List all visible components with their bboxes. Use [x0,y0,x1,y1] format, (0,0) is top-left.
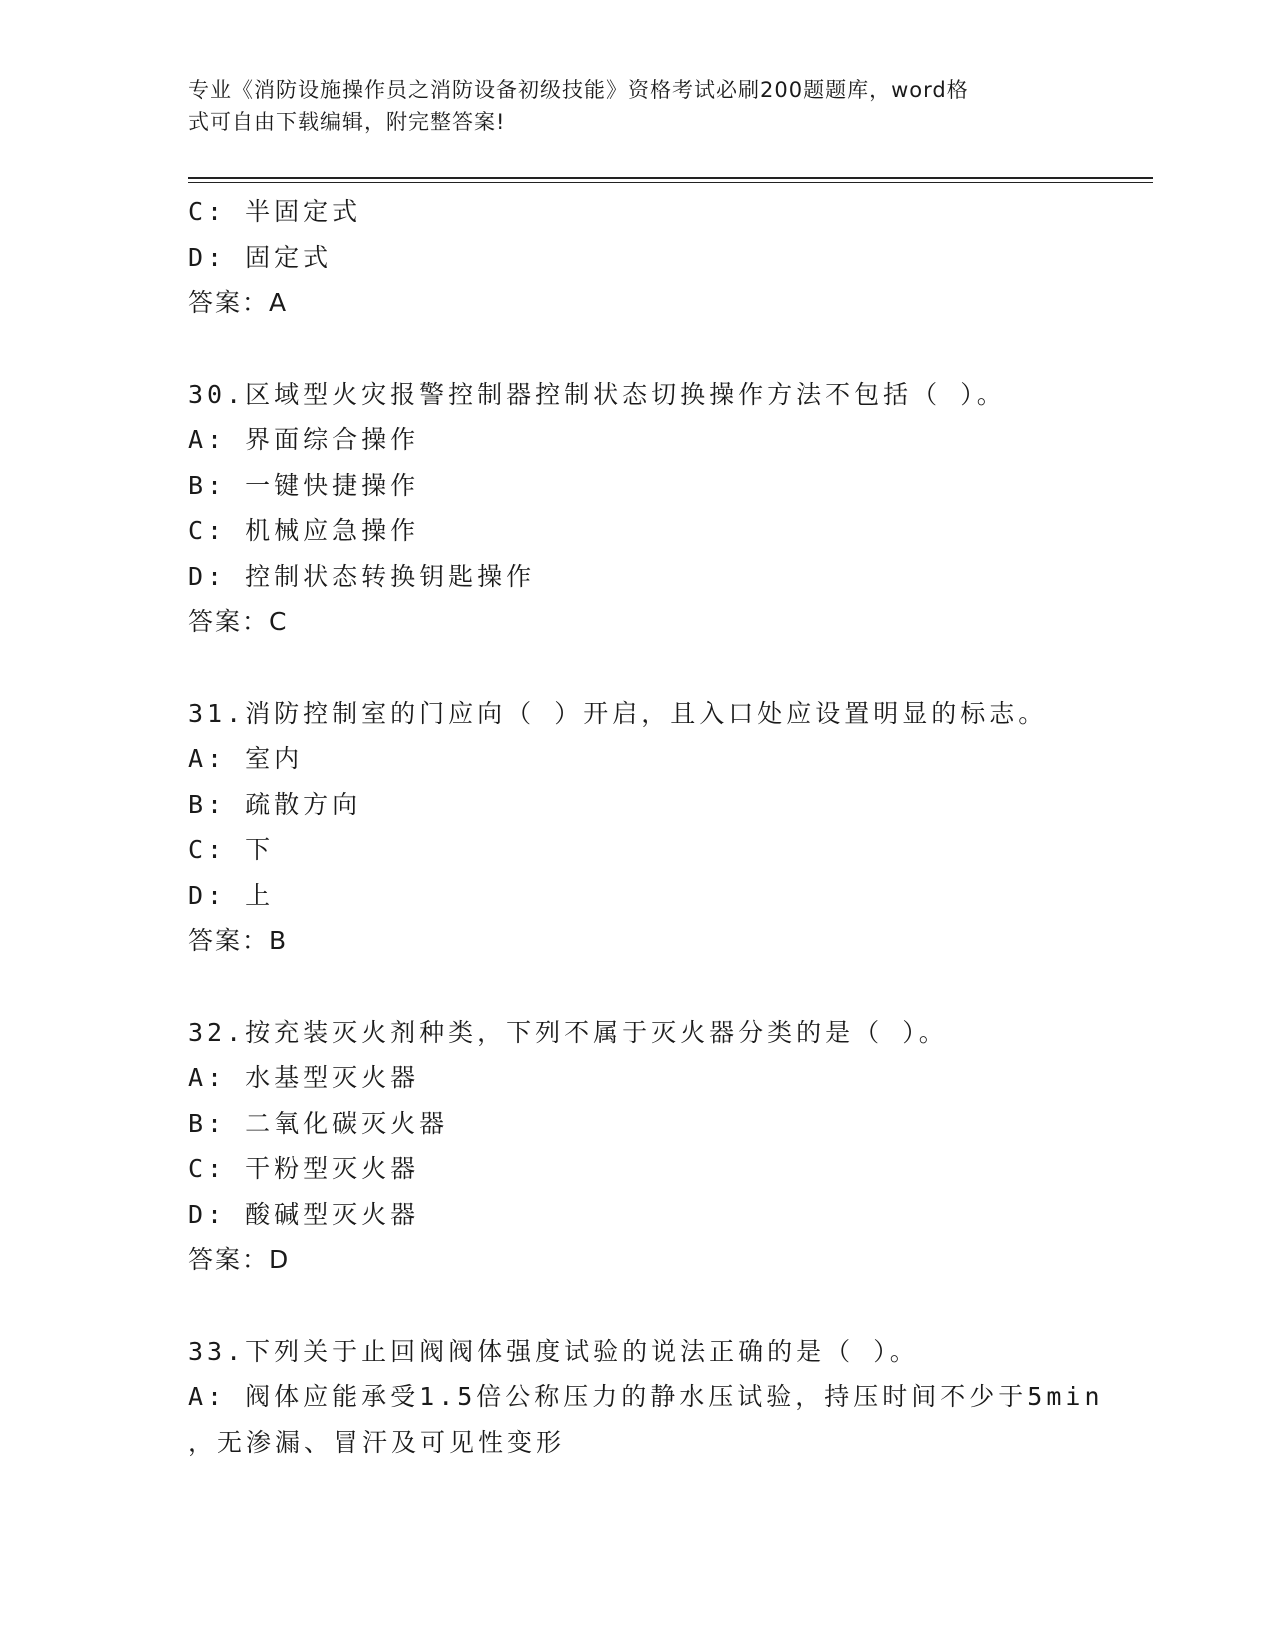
q31-answer: 答案：B [188,926,289,955]
q30-answer: 答案：C [188,607,289,636]
q30-option-c: C: 机械应急操作 [188,516,420,545]
header-line-1: 专业《消防设施操作员之消防设备初级技能》资格考试必刷200题题库，word格 [188,78,969,102]
question-32: 32.按充装灭火剂种类，下列不属于灭火器分类的是（ ）。 [188,1017,948,1047]
prev-option-c: C: 半固定式 [188,197,362,226]
header-divider-thin [188,182,1153,183]
q33-option-a-line-1: A: 阀体应能承受1.5倍公称压力的静水压试验，持压时间不少于5min [188,1382,1104,1411]
q30-option-d: D: 控制状态转换钥匙操作 [188,561,536,591]
prev-option-d: D: 固定式 [188,242,333,272]
q32-answer: 答案：D [188,1245,291,1274]
q32-option-b: B: 二氧化碳灭火器 [188,1108,449,1138]
question-31: 31.消防控制室的门应向（ ）开启，且入口处应设置明显的标志。 [188,698,1048,728]
q32-option-a: A: 水基型灭火器 [188,1063,420,1092]
question-33: 33.下列关于止回阀阀体强度试验的说法正确的是（ ）。 [188,1336,919,1366]
q32-option-d: D: 酸碱型灭火器 [188,1199,420,1229]
document-header [188,74,1068,138]
header-line-2: 式可自由下载编辑，附完整答案! [188,110,506,134]
q33-option-a-line-2: ，无渗漏、冒汗及可见性变形 [188,1427,566,1457]
question-list [188,189,1153,1465]
q30-option-a: A: 界面综合操作 [188,425,420,454]
q31-option-d: D: 上 [188,880,275,910]
q31-option-a: A: 室内 [188,744,304,773]
q31-option-c: C: 下 [188,835,275,864]
prev-answer: 答案：A [188,288,289,317]
q30-option-b: B: 一键快捷操作 [188,470,420,500]
question-30: 30.区域型火灾报警控制器控制状态切换操作方法不包括（ ）。 [188,379,1006,409]
q31-option-b: B: 疏散方向 [188,789,362,819]
q32-option-c: C: 干粉型灭火器 [188,1154,420,1183]
header-divider-thick [188,177,1153,179]
